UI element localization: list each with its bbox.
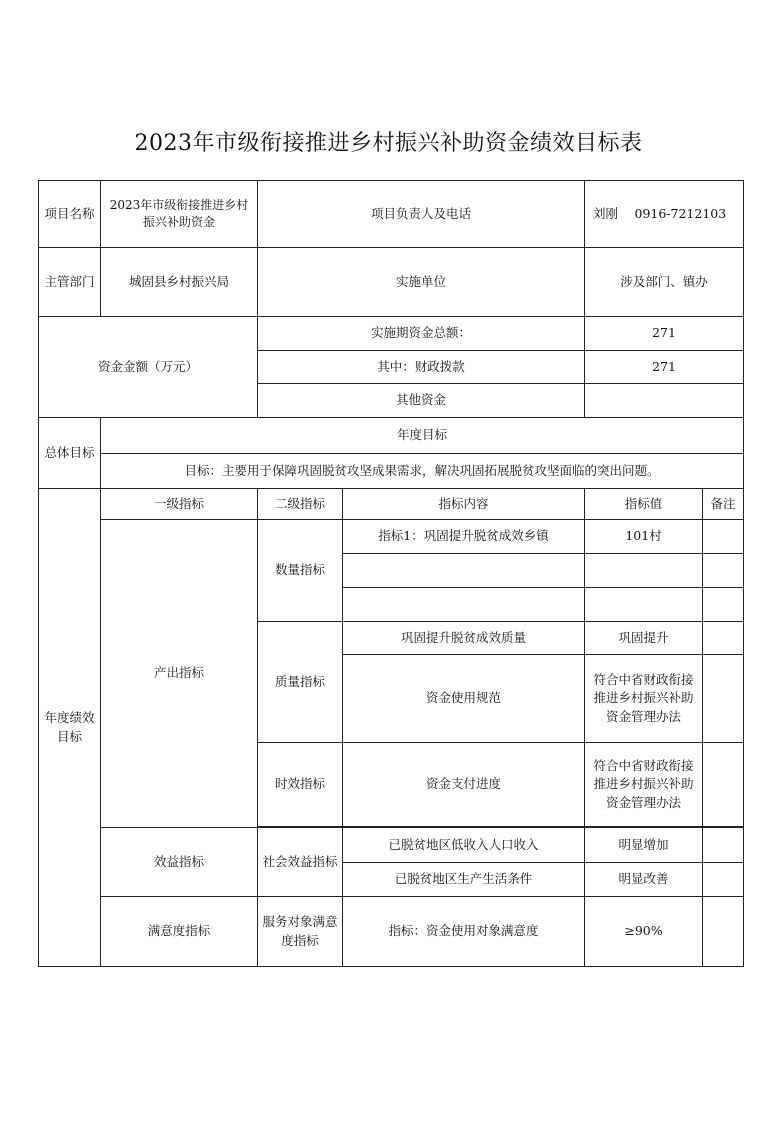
table-row: [39, 897, 744, 967]
quality-indicator-label: 质量指标: [258, 622, 343, 743]
document-title: 2023年市级衔接推进乡村振兴补助资金绩效目标表: [134, 131, 643, 156]
row-department: [39, 248, 744, 317]
row-funds-total: [39, 317, 744, 351]
row-project-name: [39, 181, 744, 248]
quality-1-content: 巩固提升脱贫成效质量: [343, 622, 585, 655]
benefit-1-value: 明显增加: [585, 828, 703, 863]
quantity-3-value: [585, 588, 703, 622]
benefit-2-value: 明显改善: [585, 863, 703, 897]
header-level2: 二级指标: [258, 489, 343, 520]
funds-other-value: [585, 384, 744, 418]
quantity-1-content: 指标1：巩固提升脱贫成效乡镇: [343, 520, 585, 554]
timeliness-1-value: 符合中省财政衔接推进乡村振兴补助资金管理办法: [585, 743, 703, 827]
funds-fiscal-label: 其中：财政拨款: [258, 351, 585, 384]
implementer-label: 实施单位: [258, 248, 585, 317]
benefit-1-note: [703, 828, 744, 863]
annual-goal-label: 年度目标: [101, 418, 744, 454]
satisfaction-indicator-label: 满意度指标: [101, 897, 258, 967]
header-level1: 一级指标: [101, 489, 258, 520]
timeliness-1-content: 资金支付进度: [343, 743, 585, 827]
quantity-1-value: 101村: [585, 520, 703, 554]
quantity-2-value: [585, 554, 703, 588]
row-perf-header: [39, 489, 744, 520]
output-indicator-label: 产出指标: [101, 520, 258, 828]
benefit-2-content: 已脱贫地区生产生活条件: [343, 863, 585, 897]
satisfaction-1-note: [703, 897, 744, 967]
row-overall-goal: [39, 454, 744, 489]
performance-table: [38, 180, 744, 967]
quality-2-value: 符合中省财政衔接推进乡村振兴补助资金管理办法: [585, 655, 703, 743]
funds-total-label: 实施期资金总额：: [258, 317, 585, 351]
quantity-2-content: [343, 554, 585, 588]
overall-goal-label: 总体目标: [39, 418, 101, 489]
header-note: 备注: [703, 489, 744, 520]
quality-1-value: 巩固提升: [585, 622, 703, 655]
quality-2-content: 资金使用规范: [343, 655, 585, 743]
annual-performance-label: 年度绩效目标: [39, 489, 101, 967]
contact-value: 刘刚 0916-7212103: [585, 181, 744, 248]
table-row: [39, 520, 744, 554]
funds-total-value: 271: [585, 317, 744, 351]
quality-1-note: [703, 622, 744, 655]
satisfaction-1-value: ≥90%: [585, 897, 703, 967]
header-value: 指标值: [585, 489, 703, 520]
project-name-label: 项目名称: [39, 181, 101, 248]
department-label: 主管部门: [39, 248, 101, 317]
table-row: [39, 828, 744, 863]
timeliness-1-note: [703, 743, 744, 827]
overall-goal-text: 目标：主要用于保障巩固脱贫攻坚成果需求，解决巩固拓展脱贫攻坚面临的突出问题。: [101, 454, 744, 489]
timeliness-indicator-label: 时效指标: [258, 743, 343, 827]
quantity-3-content: [343, 588, 585, 622]
header-content: 指标内容: [343, 489, 585, 520]
satisfaction-1-content: 指标：资金使用对象满意度: [343, 897, 585, 967]
contact-label: 项目负责人及电话: [258, 181, 585, 248]
benefit-indicator-label: 效益指标: [101, 828, 258, 897]
quantity-2-note: [703, 554, 744, 588]
row-overall-annual: [39, 418, 744, 454]
quantity-1-note: [703, 520, 744, 554]
service-satisfaction-label: 服务对象满意度指标: [258, 897, 343, 967]
benefit-2-note: [703, 863, 744, 897]
funds-label: 资金金额（万元）: [39, 317, 258, 418]
social-benefit-label: 社会效益指标: [258, 828, 343, 897]
funds-other-label: 其他资金: [258, 384, 585, 418]
quantity-indicator-label: 数量指标: [258, 520, 343, 622]
quantity-3-note: [703, 588, 744, 622]
benefit-1-content: 已脱贫地区低收入人口收入: [343, 828, 585, 863]
implementer-value: 涉及部门、镇办: [585, 248, 744, 317]
funds-fiscal-value: 271: [585, 351, 744, 384]
project-name-value: 2023年市级衔接推进乡村振兴补助资金: [101, 181, 258, 248]
department-value: 城固县乡村振兴局: [101, 248, 258, 317]
quality-2-note: [703, 655, 744, 743]
